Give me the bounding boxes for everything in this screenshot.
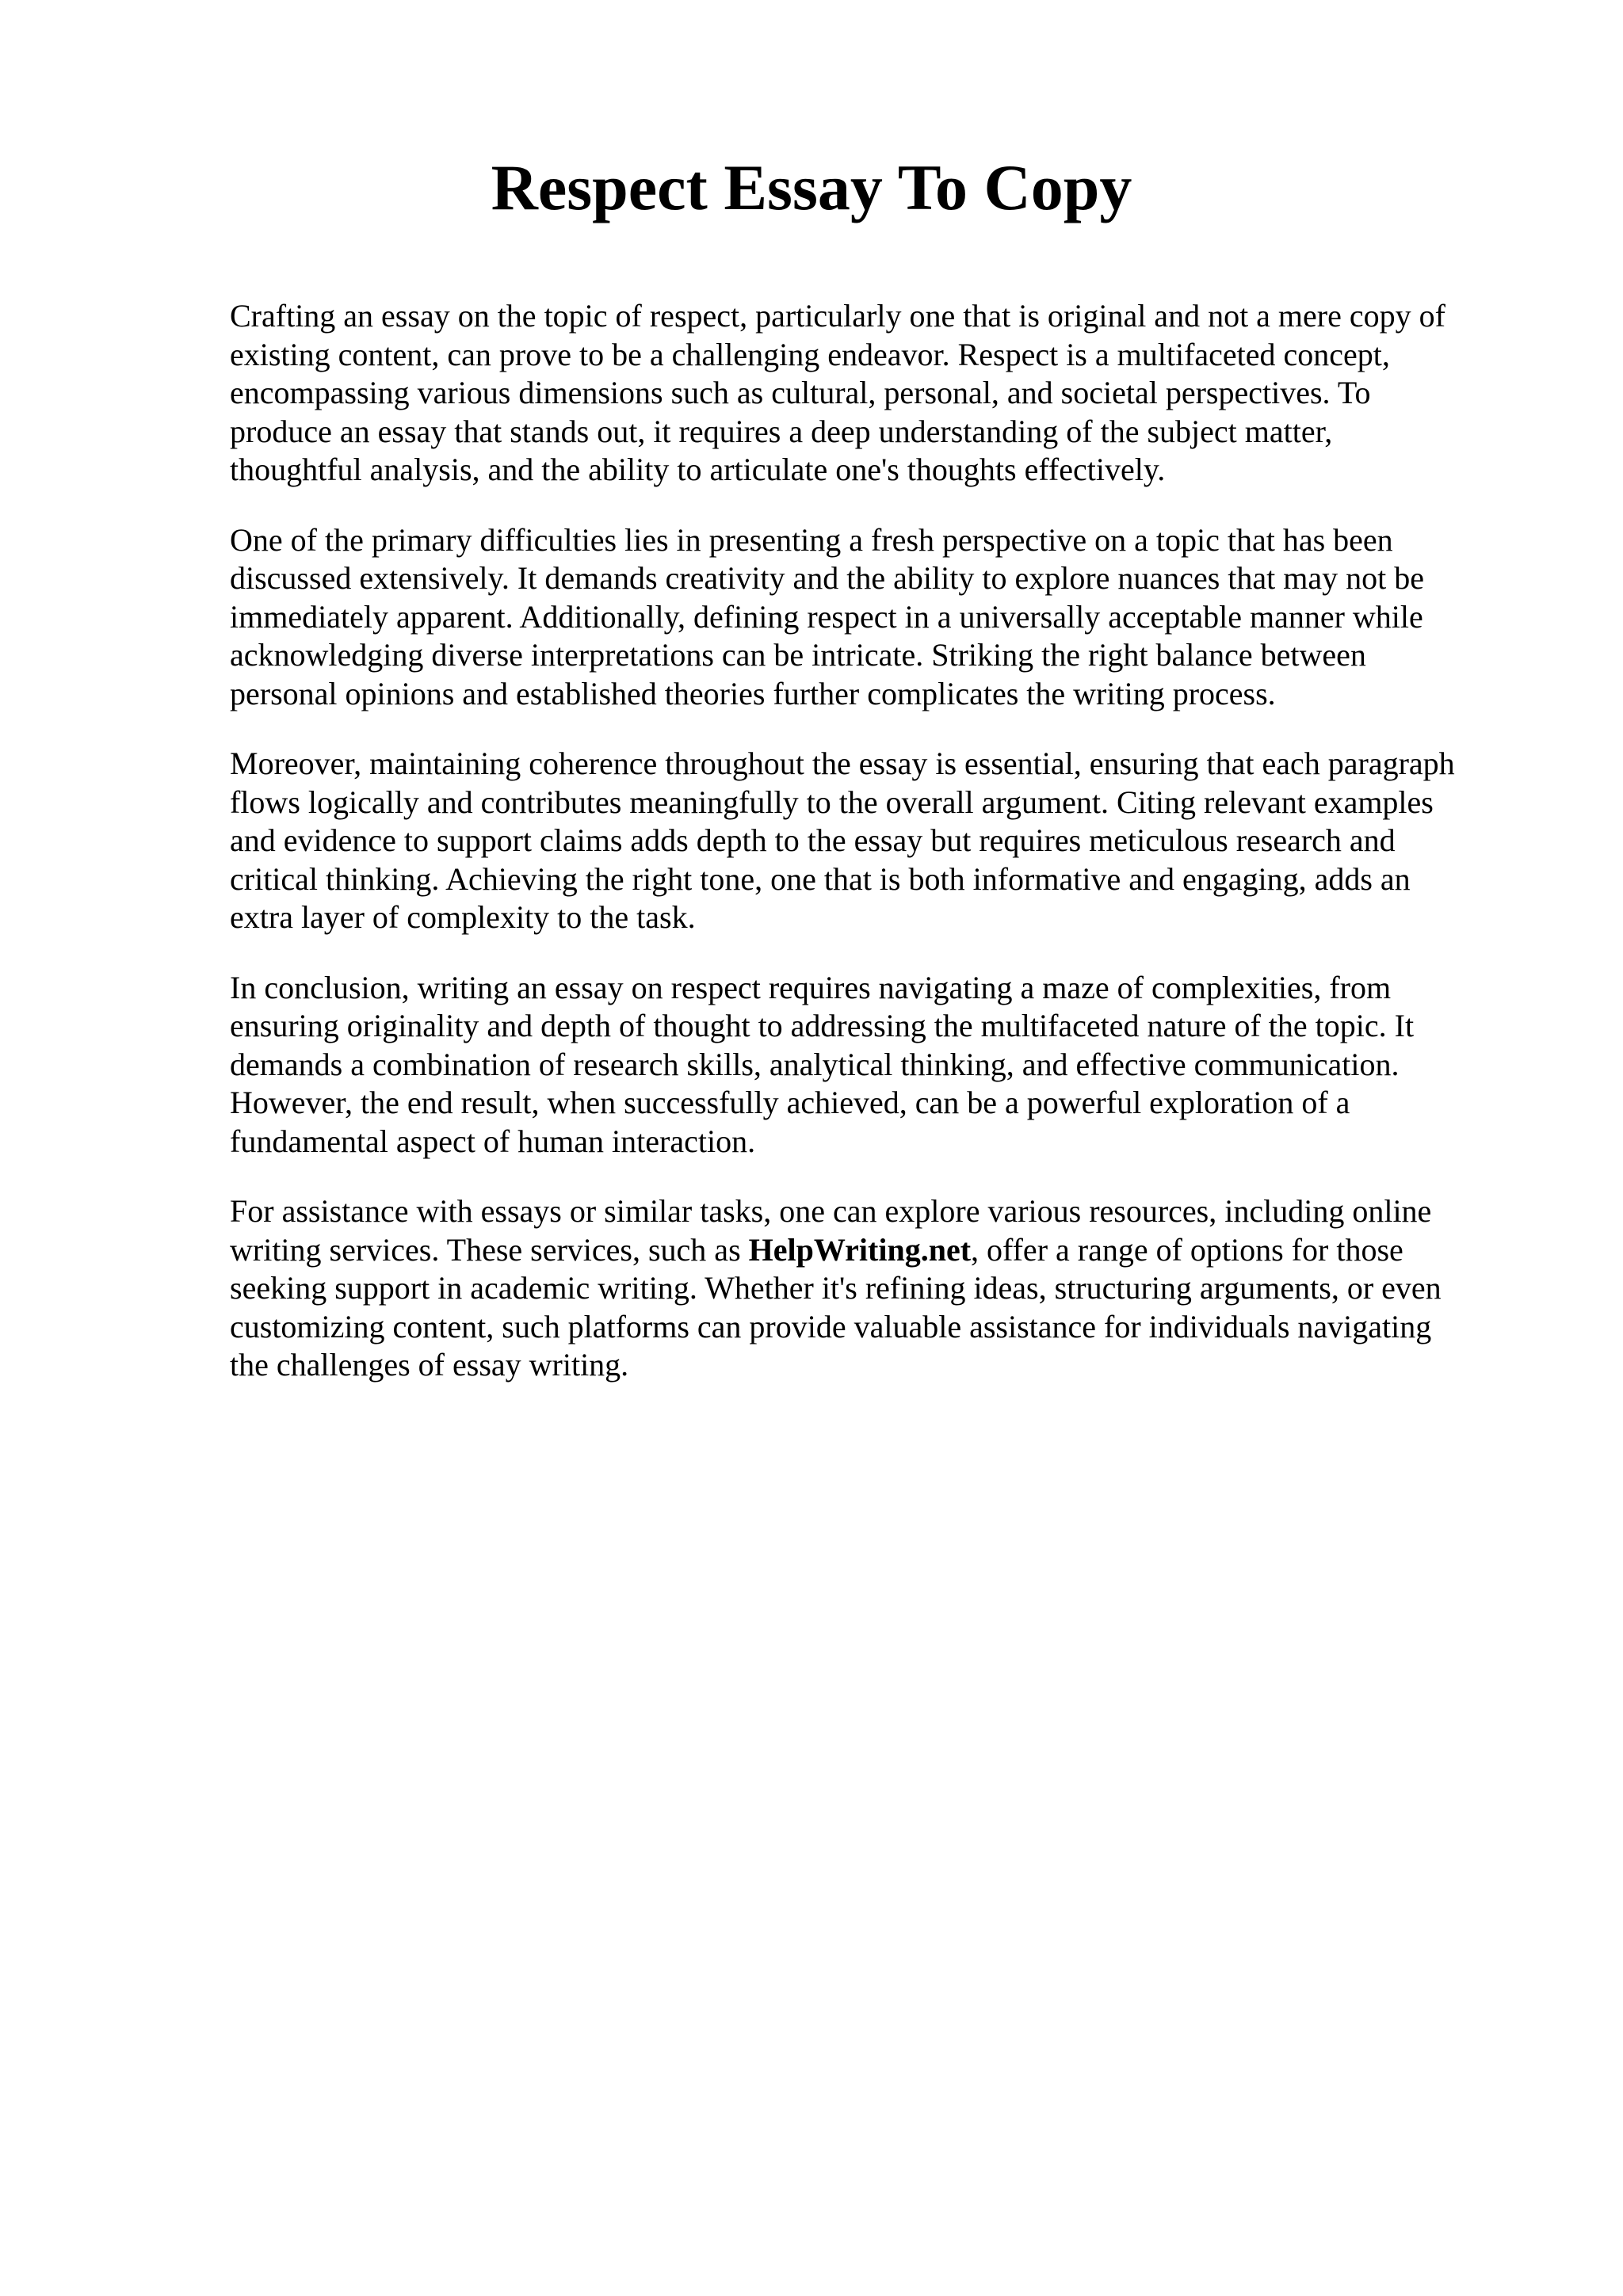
- paragraph-1: Crafting an essay on the topic of respect, particularly one that is original and not a mere copy of existing content, can prove to be a challenging endeavor. Respect is a multifaceted concept, encompassing various dimensions such as cultural, personal, and societal perspectives. To produce an essay that stands out, it requires a deep understanding of the subject matter, thoughtful analysis, and the ability to articulate one's thoughts effectively.: [230, 298, 1445, 487]
- paragraph-5: [230, 1192, 1522, 1385]
- paragraph-4: In conclusion, writing an essay on respect requires navigating a maze of complexities, from ensuring originality and depth of thought to addressing the multifaceted nature of the topic. It demands a combination of research skills, analytical thinking, and effective communication. However, the end result, when successfully achieved, can be a powerful exploration of a fundamental aspect of human interaction.: [230, 969, 1415, 1159]
- paragraph-3: Moreover, maintaining coherence throughout the essay is essential, ensuring that each paragraph flows logically and contributes meaningfully to the overall argument. Citing relevant examples and evidence to support claims adds depth to the essay but requires meticulous research and critical thinking. Achieving the right tone, one that is both informative and engaging, adds an extra layer of complexity to the task.: [230, 746, 1455, 935]
- document-title: Respect Essay To Copy: [491, 151, 1132, 223]
- document-body: [230, 297, 1522, 1417]
- paragraph-5-text-after: , offer a range of options for those seeking support in academic writing. Whether it's refining ideas, structuring arguments, or even customizing content, such platforms can provide valuable assistance for individuals navigating the challenges of essay writing.: [230, 1231, 1442, 1383]
- paragraph-2: One of the primary difficulties lies in presenting a fresh perspective on a topic that has been discussed extensively. It demands creativity and the ability to explore nuances that may not be immediately apparent. Additionally, defining respect in a universally acceptable manner while acknowledging diverse interpretations can be intricate. Striking the right balance between personal opinions and established theories further complicates the writing process.: [230, 521, 1424, 711]
- helpwriting-link[interactable]: HelpWriting.net: [748, 1231, 972, 1268]
- paragraph-5-text-before: For assistance with essays or similar tasks, one can explore various resources, including online writing services. These services, such as: [230, 1193, 1432, 1268]
